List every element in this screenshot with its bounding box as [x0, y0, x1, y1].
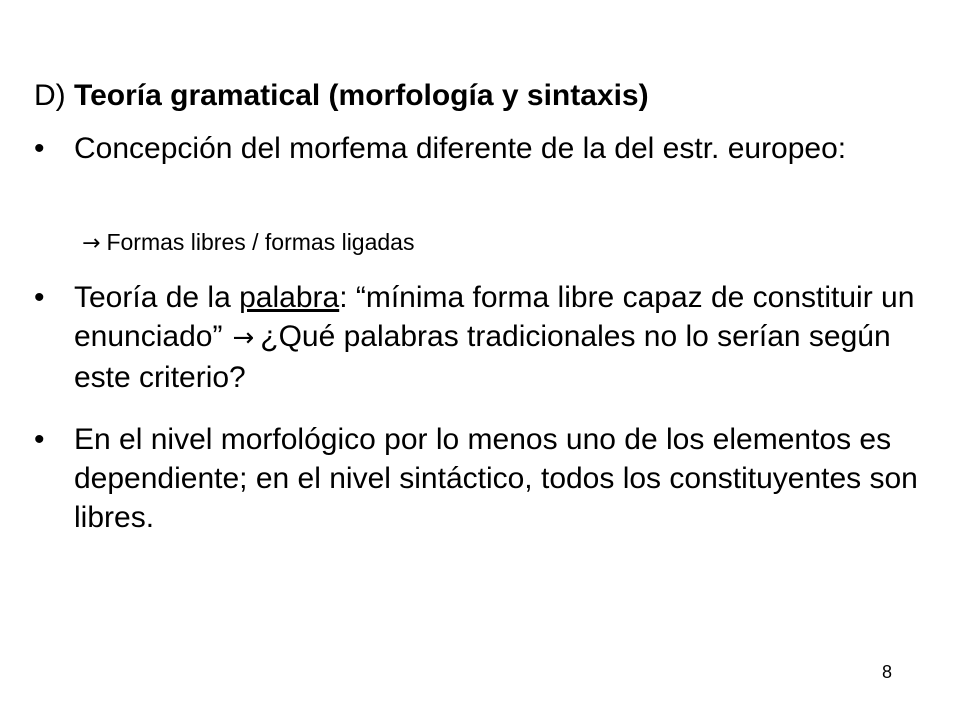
- bullet-dot-icon: •: [34, 132, 45, 165]
- sub-item-formas: [82, 227, 414, 259]
- heading-title: Teoría gramatical (morfología y sintaxis): [74, 79, 649, 112]
- bullet-text: [74, 278, 934, 397]
- arrow-right-icon: →: [82, 231, 101, 256]
- bullet-text-part1: Teoría de la: [74, 281, 240, 314]
- bullet-text-part3: ¿Qué palabras tradicionales no lo serían según este criterio?: [74, 320, 891, 394]
- bullet-item-morfema: [34, 129, 934, 168]
- bullet-dot-icon: •: [34, 423, 45, 456]
- page-number: 8: [882, 662, 893, 682]
- bullet-dot-icon: •: [34, 281, 45, 314]
- underlined-term: palabra: [239, 281, 340, 314]
- bullet-text: Concepción del morfema diferente de la del estr. europeo:: [74, 132, 847, 165]
- bullet-item-nivel: [34, 420, 934, 537]
- heading-prefix: D): [34, 79, 66, 112]
- bullet-text: En el nivel morfológico por lo menos uno de los elementos es dependiente; en el nivel sintáctico, todos los constituyentes son libres.: [74, 423, 918, 534]
- bullet-item-palabra: [34, 278, 934, 397]
- arrow-right-icon: →: [232, 323, 255, 353]
- sub-item-text: Formas libres / formas ligadas: [106, 229, 415, 255]
- slide-heading: [34, 76, 649, 116]
- bullet-text-part2: : “mínima forma libre capaz de constituir un enunciado”: [74, 281, 915, 353]
